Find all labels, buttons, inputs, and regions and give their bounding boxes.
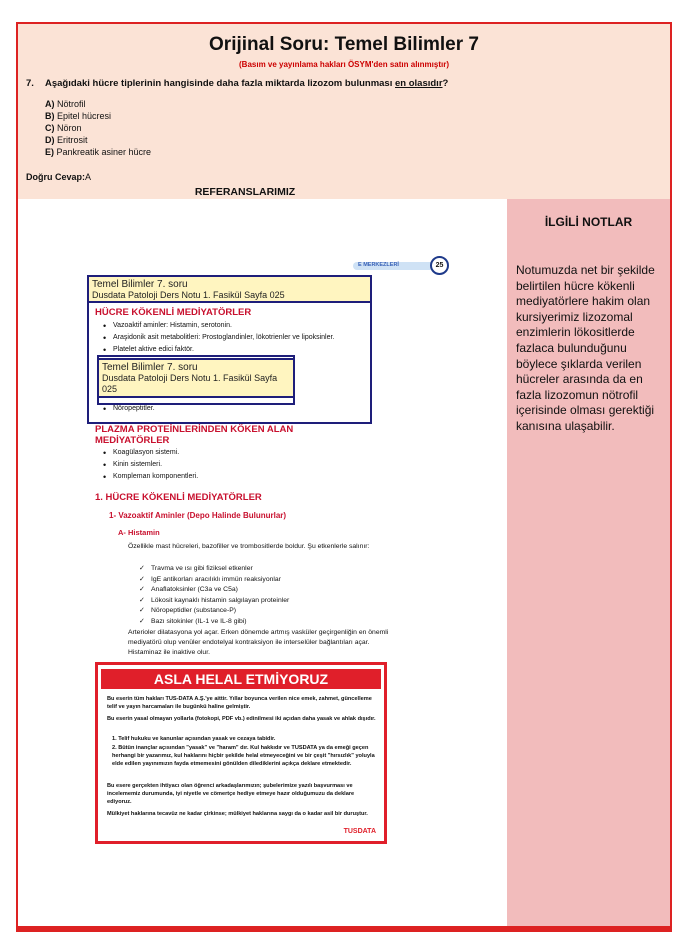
heading-plasma-mediators: PLAZMA PROTEİNLERİNDEN KÖKEN ALAN MEDİYATÖRLER [95, 424, 294, 446]
list-item: ✓ IgE antikorları aracılıklı immün reaksiyonlar [139, 575, 389, 586]
notes-panel [507, 199, 670, 930]
page-number-badge: 25 [430, 256, 449, 275]
histamine-intro: Özellikle mast hücreleri, bazofiller ve trombositlerde boldur. Şu etkenlerle salınır: [128, 543, 370, 550]
warning-paragraph: Bu esere gerçekten ihtiyacı olan öğrenci arkadaşlarımızın; şubelerimize yazılı başvurması ve incelememiz durumunda, iyi niyetle ve cömertçe hediye etmeye hazır olduğumuzu da deklare ediyoruz. [107, 783, 355, 805]
warning-item: 2. Bütün inançlar açısından "yasak" ve "haram" dır. Kul hakkıdır ve TUSDATA ya da emeği geçen herhangi bir yazarımız, kul haklarını hiçbir şekilde helal etmeyeceğini ve bir çeşit "hırsızlık" yoluyla elde edilen yayınımızın fayda etmemesini gönülden dilediklerini açıkça deklare etmektedir. [112, 745, 375, 767]
heading-cell-mediators: HÜCRE KÖKENLİ MEDİYATÖRLER [95, 307, 252, 318]
question-stem: Aşağıdaki hücre tiplerinin hangisinde daha fazla miktarda lizozom bulunması [45, 78, 395, 89]
option-e: E) Pankreatik asiner hücre [45, 147, 152, 157]
reference-label-2 [97, 358, 295, 398]
warning-item: 1. Telif hukuku ve kanunlar açısından yasak ve cezaya tabidir. [112, 736, 276, 742]
option-b: B) Epitel hücresi [45, 111, 112, 121]
warning-signature: TUSDATA [343, 828, 376, 835]
reference-label-source: Dusdata Patoloji Ders Notu 1. Fasikül Sayfa 025 [102, 373, 278, 394]
question-text [26, 78, 448, 89]
list-item: • Araşidonik asit metabolitleri: Prostoglandinler, lökotrienler ve lipoksinler. [103, 334, 403, 341]
list-item: • Vazoaktif aminler: Histamin, serotonin. [103, 322, 403, 329]
copyright-warning [95, 662, 387, 844]
histamine-effects: Arterioler dilatasyona yol açar. Erken dönemde artmış vasküler geçirgenliğin en önemli mediyatörü olup venüler endotelyal kontraksiyon ile interselüler bağlantıları açar. Histaminaz ile inaktive olur. [128, 629, 389, 656]
question-number: 7. [26, 78, 34, 89]
warning-title: ASLA HELAL ETMİYORUZ [101, 669, 381, 689]
reference-label-title: Temel Bilimler 7. soru [92, 279, 188, 290]
heading-section-1: 1. HÜCRE KÖKENLİ MEDİYATÖRLER [95, 492, 262, 503]
warning-paragraph: Bu eserin yasal olmayan yollarla (fotokopi, PDF vb.) edinilmesi iki açıdan daha yasak ve ahlak dışıdır. [107, 716, 376, 722]
list-item: • Nöropeptitler. [103, 405, 403, 412]
list-item: ✓ Anaflatoksinler (C3a ve C5a) [139, 585, 389, 596]
references-title: REFERANSLARIMIZ [194, 186, 296, 198]
section-pill-label: E MERKEZLERİ [358, 262, 399, 268]
list-item: • Kompleman komponentleri. [103, 473, 403, 480]
list-item: • Platelet aktive edici faktör. [103, 346, 403, 353]
option-c: C) Nöron [45, 123, 82, 133]
option-a: A) Nötrofil [45, 99, 86, 109]
histamine-triggers [139, 564, 389, 627]
copyright-subtitle: (Basım ve yayınlama hakları ÖSYM'den satın alınmıştır) [239, 60, 449, 69]
list-item: • Koagülasyon sistemi. [103, 449, 403, 456]
reference-label-title: Temel Bilimler 7. soru [102, 362, 198, 373]
page-title: Orijinal Soru: Temel Bilimler 7 [209, 34, 479, 55]
notes-body: Notumuzda net bir şekilde belirtilen hücre kökenli mediyatörlere hakim olan kursiyerimiz lizozomal enzimlerin lökositlerde fazlaca bulunduğunu böylece şıklarda verilen hücreler arasında da en fazla lizozomun nötrofil içerisinde olması gerektiği kanısına ulaşabilir. [516, 263, 655, 433]
reference-label-1 [87, 275, 372, 303]
question-panel [18, 24, 670, 199]
question-end: ? [442, 78, 449, 89]
heading-vasoactive: 1- Vazoaktif Aminler (Depo Halinde Bulunurlar) [109, 511, 287, 520]
list-item: ✓ Bazı sitokinler (IL-1 ve IL-8 gibi) [139, 617, 389, 628]
reference-label-source: Dusdata Patoloji Ders Notu 1. Fasikül Sayfa 025 [92, 290, 285, 300]
list-item: ✓ Nöropeptidler (substance-P) [139, 606, 389, 617]
heading-histamine: A- Histamin [118, 528, 160, 537]
notes-title: İLGİLİ NOTLAR [544, 215, 633, 229]
warning-paragraph: Bu eserin tüm hakları TUS-DATA A.Ş.'ye aittir. Yıllar boyunca verilen nice emek, zahmet, güncelleme telif ve yayın harcamaları ile bugünkü haline gelmiştir. [107, 696, 372, 710]
list-item: ✓ Lökosit kaynaklı histamin salgılayan proteinler [139, 596, 389, 607]
warning-paragraph: Mülkiyet haklarına tecavüz ne kadar çirkinse; mülkiyet haklarına saygı da o kadar asil bir duruştur. [107, 811, 368, 817]
question-emphasis: en olasıdır [395, 78, 443, 89]
plasma-list [103, 449, 403, 485]
list-item: • Kinin sistemleri. [103, 461, 403, 468]
correct-answer: Doğru Cevap:A [26, 172, 92, 182]
option-d: D) Eritrosit [45, 135, 88, 145]
answer-options [45, 98, 151, 158]
list-item: ✓ Travma ve ısı gibi fiziksel etkenler [139, 564, 389, 575]
bottom-divider [18, 926, 670, 930]
